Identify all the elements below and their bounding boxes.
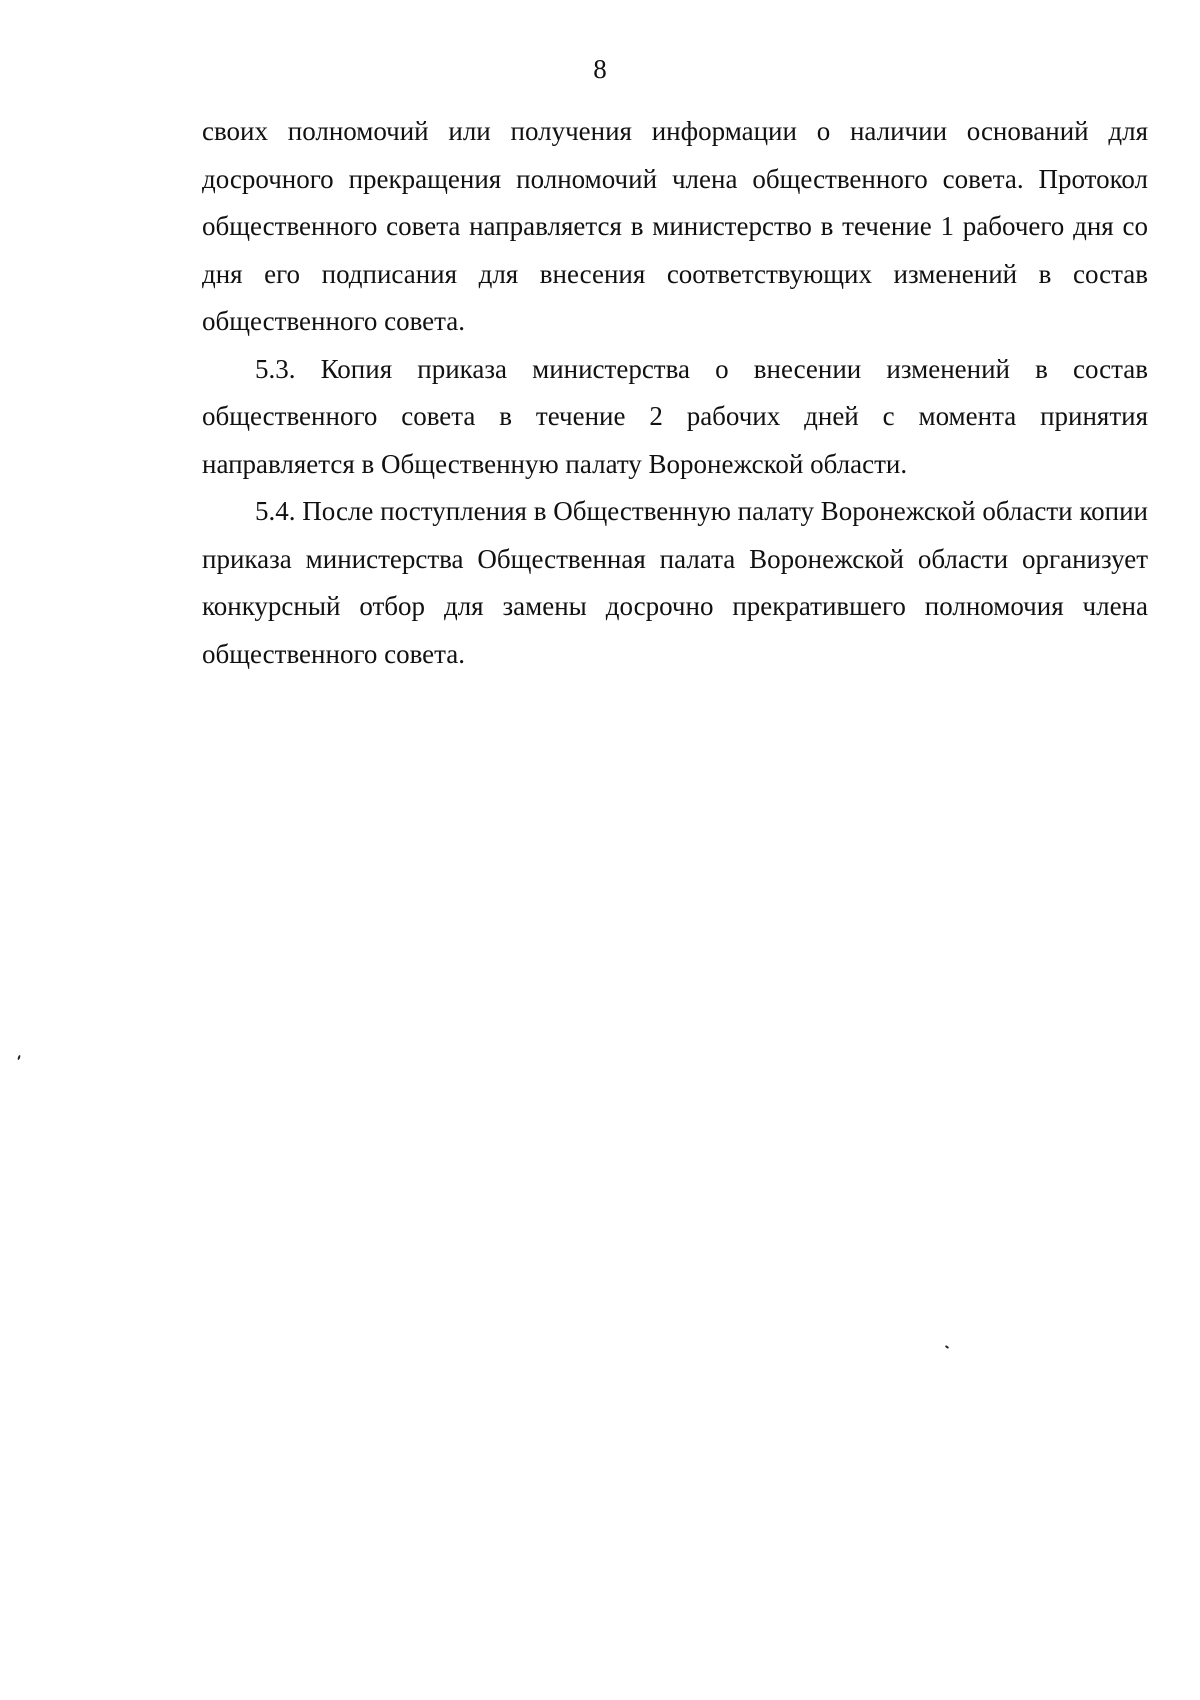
document-body bbox=[202, 108, 1148, 678]
scan-speck-left bbox=[17, 1055, 21, 1060]
paragraph-5-4: 5.4. После поступления в Общественную палату Воронежской области копии приказа министерства Общественная палата Воронежской области организует конкурсный отбор для замены досрочно прекратившего полномочия члена общественного совета. bbox=[202, 496, 1148, 669]
paragraph-continuation: своих полномочий или получения информации о наличии оснований для досрочного прекращения полномочий члена общественного совета. Протокол общественного совета направляется в министерство в течение 1 рабочего дня со дня его подписания для внесения соответствующих изменений в состав общественного совета. bbox=[202, 116, 1148, 336]
paragraph-5-3: 5.3. Копия приказа министерства о внесении изменений в состав общественного совета в течение 2 рабочих дней с момента принятия направляется в Общественную палату Воронежской области. bbox=[202, 353, 1148, 479]
scan-speck-right bbox=[945, 1345, 949, 1349]
page-number: 8 bbox=[593, 54, 607, 84]
